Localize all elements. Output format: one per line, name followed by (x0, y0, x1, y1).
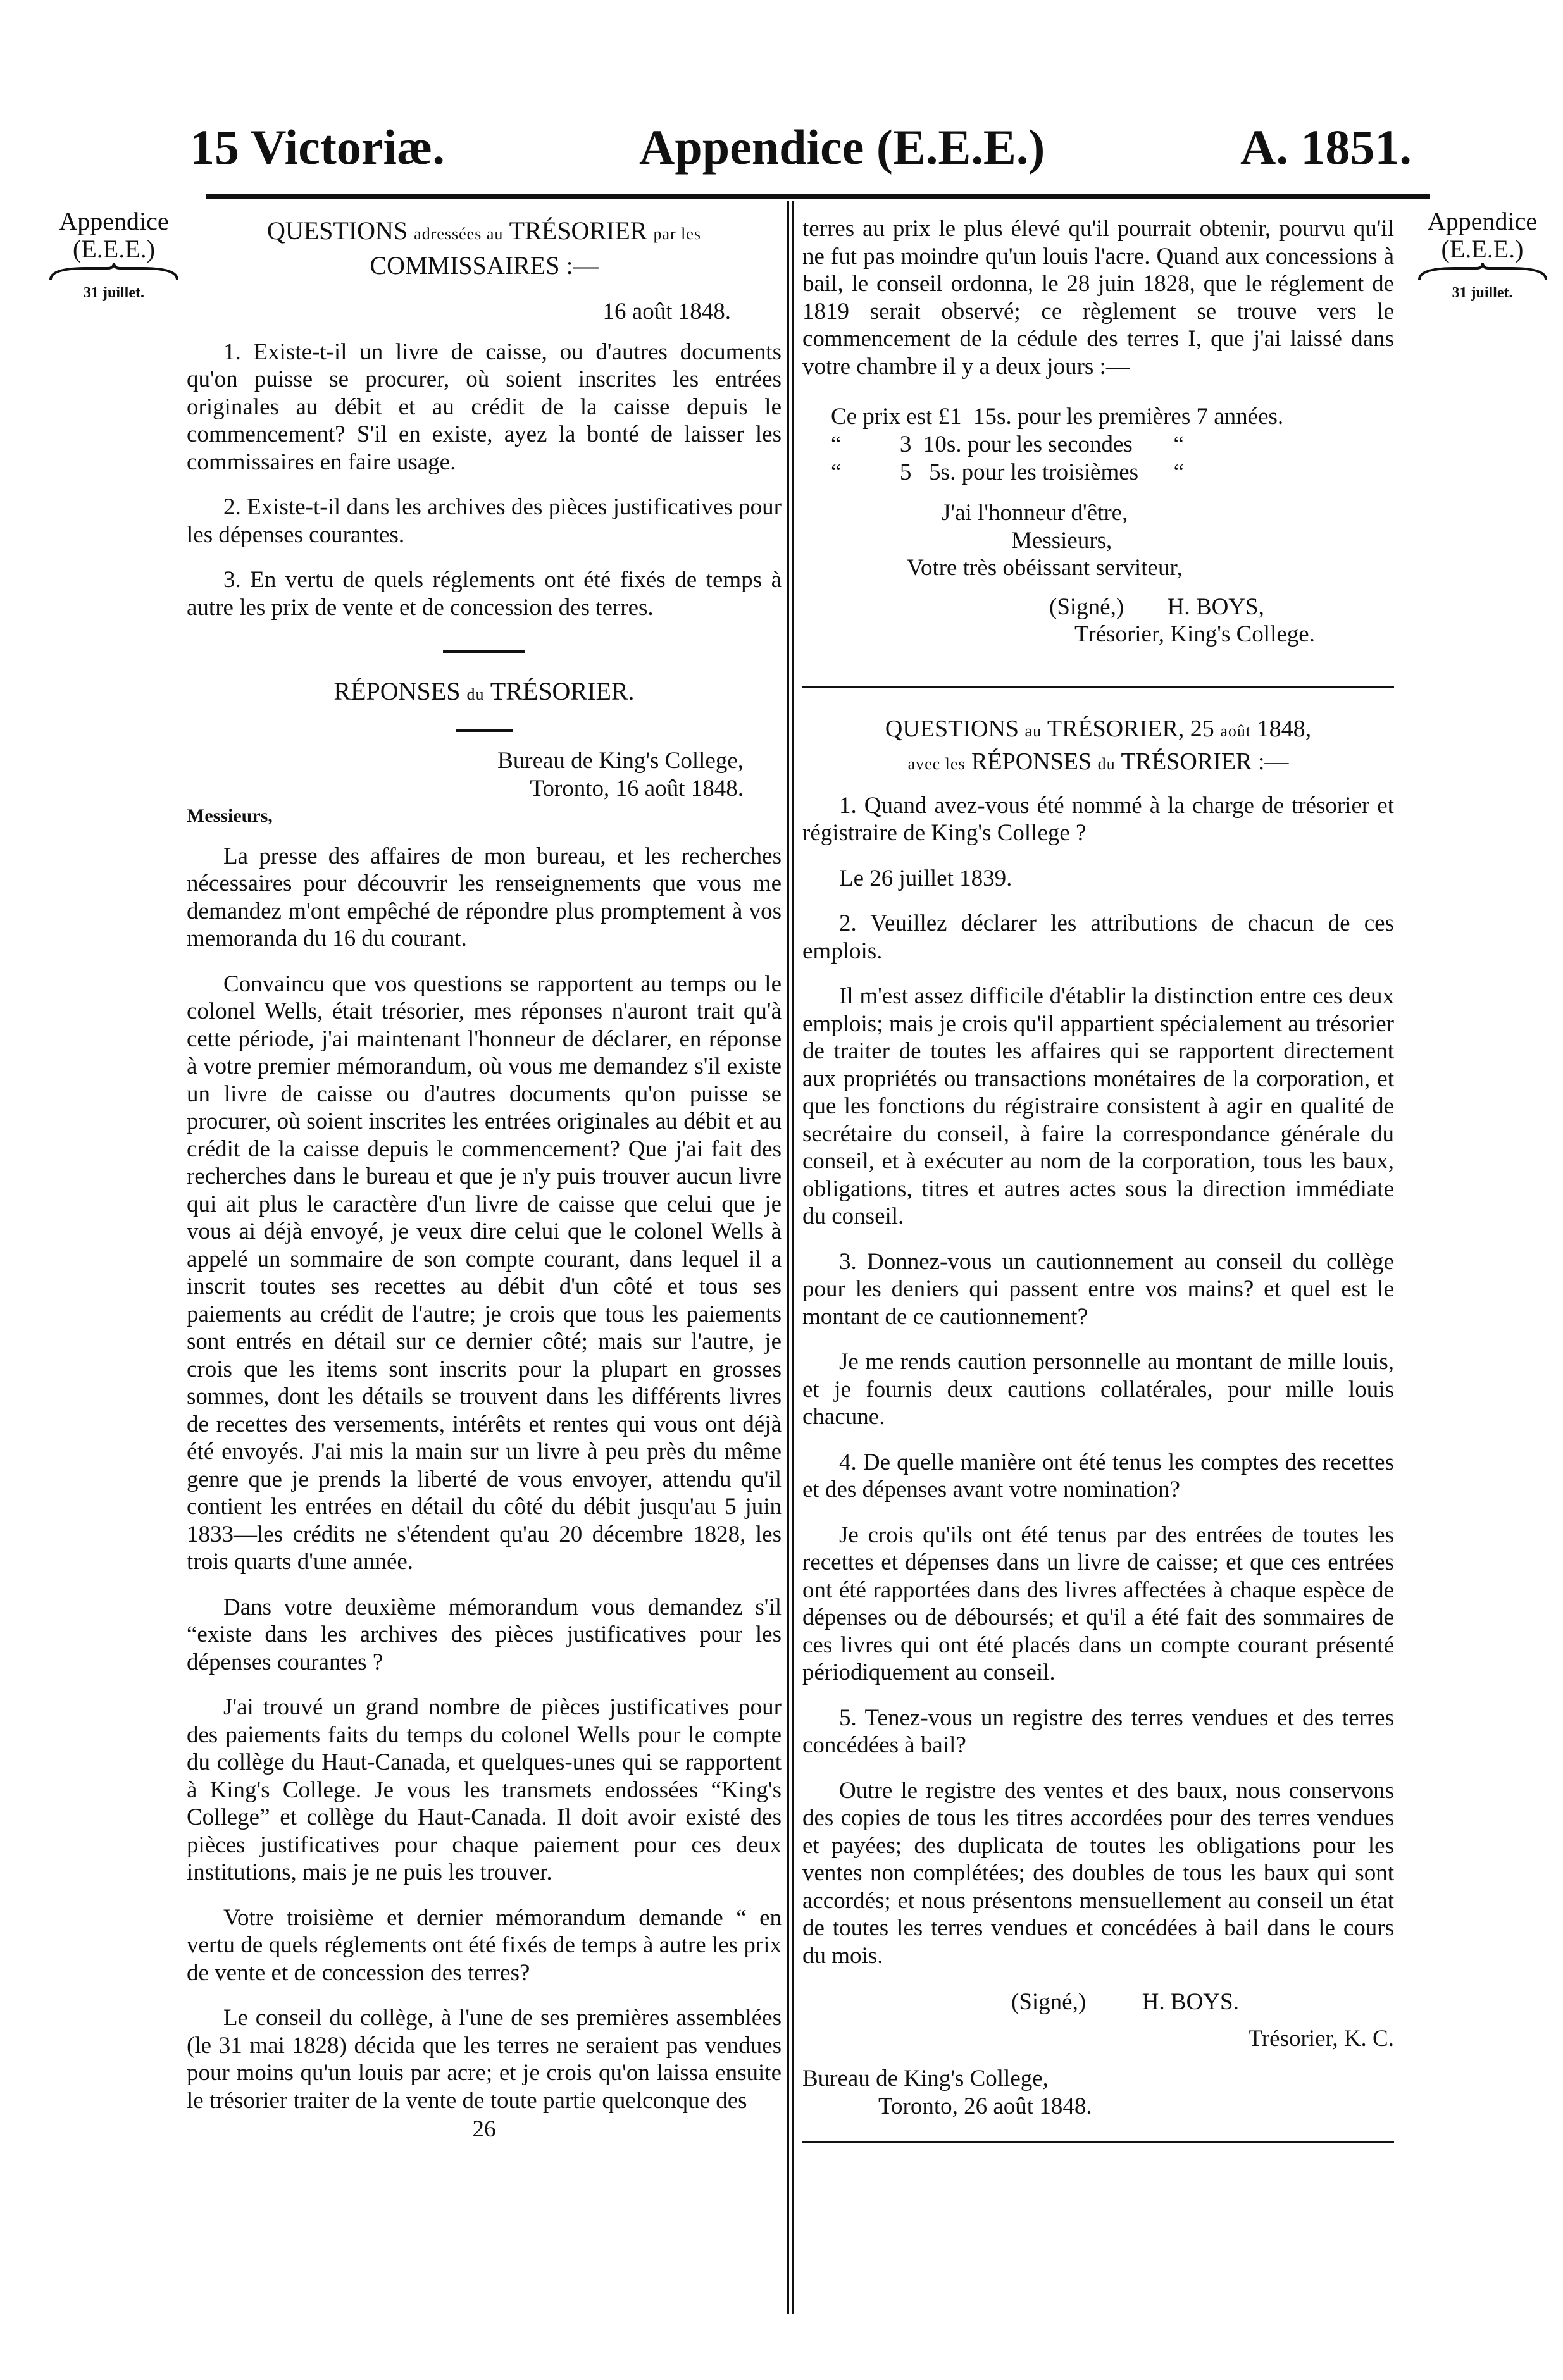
margin-label-code: (E.E.E.) (1441, 235, 1524, 263)
questions-date: 16 août 1848. (602, 299, 731, 325)
top-rule (206, 194, 1430, 199)
signer-title: Trésorier, King's College. (1074, 621, 1315, 647)
brace-icon (1416, 263, 1549, 282)
signed-label-2: (Signé,) (1011, 1989, 1087, 2015)
rq-answer-2: Il m'est assez difficile d'établir la distinction entre ces deux emplois; mais je crois qu'il appartient spécialement au trésorier de traiter de toutes les affaires qui se rapportent directement aux propriétés ou transactions monétaires de la corporation, et que les fonctions du régistraire consistent à agir en qualité de secrétaire du conseil, à faire la correspondance générale du conseil, et à exécuter au nom de la corporation, tous les baux, obligations, titres et autres actes sous la direction immédiate du conseil. (802, 983, 1394, 1229)
rate-line-2: “ 3 10s. pour les secondes “ (831, 431, 1184, 457)
answer-para-1: La presse des affaires de mon bureau, et les recherches nécessaires pour découvrir les renseignements que vous me demandez m'ont empêché de répondre plus promptement à vos memoranda du 16 du courant. (187, 843, 782, 951)
column-divider (787, 201, 789, 2314)
signer-name: H. BOYS, (1167, 593, 1264, 620)
rq-question-2: 2. Veuillez déclarer les attributions de chacun de ces emplois. (802, 910, 1394, 964)
question-2: 2. Existe-t-il dans les archives des pièces justificatives pour les dépenses courantes. (187, 494, 782, 548)
signer-name-2: H. BOYS. (1142, 1989, 1239, 2015)
margin-label-code: (E.E.E.) (73, 235, 155, 263)
answer-para-4: J'ai trouvé un grand nombre de pièces justificatives pour des paiements faits du temps du colonel Wells pour le compte du collège du Haut-Canada, et quelques-unes qui se rapportent à King's College. Je vous les transmets endossées “King's College” et collège du Haut-Canada. Il doit avoir existé des pièces justificatives pour chaque paiement pour ces deux institutions, mais je ne puis les trouver. (187, 1694, 782, 1885)
closing-line-1: J'ai l'honneur d'être, (942, 500, 1128, 526)
rate-line-3: “ 5 5s. pour les troisièmes “ (831, 459, 1184, 485)
rq-answer-1: Le 26 juillet 1839. (839, 865, 1012, 891)
margin-label: Appendice (59, 207, 169, 235)
section-divider (443, 650, 525, 653)
answer-para-6: Le conseil du collège, à l'une de ses premières assemblées (le 31 mai 1828) décida que les terres ne seraient pas vendues pour moins qu'un louis par acre; et je crois qu'on laissa ensuite le trésorier traiter de la vente de toute partie quelconque des (187, 2005, 782, 2114)
signature-line-2 (802, 1988, 1394, 2016)
rq-question-5: 5. Tenez-vous un registre des terres vendues et des terres concédées à bail? (802, 1704, 1394, 1758)
margin-date: 31 juillet. (84, 285, 144, 301)
rq-question-3: 3. Donnez-vous un cautionnement au conseil du collège pour les deniers qui passent entre vos mains? et quel est le montant de ce cautionnement? (802, 1248, 1394, 1330)
answer-para-5: Votre troisième et dernier mémorandum demande “ en vertu de quels réglements ont été fixés de temps à autre les prix de vente et de concession des terres? (187, 1904, 782, 1986)
signer-title-2: Trésorier, K. C. (1248, 2025, 1394, 2052)
header-session: 15 Victoriæ. (190, 120, 445, 175)
answers-title: RÉPONSES du TRÉSORIER. (333, 677, 635, 705)
question-1: 1. Existe-t-il un livre de caisse, ou d'autres documents qu'on puisse se procurer, où soient inscrites les entrées originales au débit et au crédit de la caisse depuis le commencement? S'il en existe, ayez la bonté de laisser les commissaires en faire usage. (187, 338, 782, 475)
answer-para-3: Dans votre deuxième mémorandum vous demandez s'il “existe dans les archives des pièces justificatives pour les dépenses courantes ? (187, 1594, 782, 1675)
questions-answers-title: QUESTIONS au TRÉSORIER, 25 août 1848, avec les RÉPONSES du TRÉSORIER :— (885, 715, 1312, 775)
margin-note-left (44, 208, 184, 302)
section-rule (802, 686, 1394, 688)
office-line-2: Toronto, 16 août 1848. (530, 775, 744, 802)
closing-line-3: Votre très obéissant serviteur, (907, 555, 1183, 581)
questions-title: QUESTIONS adressées au TRÉSORIER par les COMMISSAIRES :— (266, 216, 702, 280)
section-divider-small (456, 729, 513, 732)
bottom-rule (802, 2141, 1394, 2143)
margin-label: Appendice (1427, 207, 1538, 235)
closing-line-2: Messieurs, (1011, 527, 1112, 554)
continued-paragraph: terres au prix le plus élevé qu'il pourrait obtenir, pourvu qu'il ne fut pas moindre qu'un louis l'acre. Quand aux concessions à bail, le conseil ordonna, le 28 juin 1828, que le réglement de 1819 serait observé; ce règlement se trouve vers le commencement de la cédule des terres I, que j'ai laissé dans votre chambre il y a deux jours :— (802, 216, 1394, 380)
header-year: A. 1851. (1240, 120, 1412, 175)
question-3: 3. En vertu de quels réglements ont été fixés de temps à autre les prix de vente et de concession des terres. (187, 567, 782, 621)
rq-answer-4: Je crois qu'ils ont été tenus par des entrées de toutes les recettes et dépenses dans un livre de caisse; et que ces entrées ont été rapportées dans des livres affectées à chaque espèce de dépenses ou de déboursés; et qu'il a été fait des sommaires de ces livres qui ont été placés dans un compte courant présenté périodiquement au conseil. (802, 1522, 1394, 1685)
brace-icon (47, 263, 180, 282)
left-column (187, 215, 782, 2143)
salutation: Messieurs, (187, 805, 273, 826)
right-column (802, 215, 1394, 2143)
office2-line-2: Toronto, 26 août 1848. (878, 2093, 1092, 2119)
margin-date: 31 juillet. (1452, 285, 1513, 301)
answer-para-2: Convaincu que vos questions se rapportent au temps ou le colonel Wells, était trésorier, mes réponses n'auront trait qu'à cette période, j'ai maintenant l'honneur de déclarer, en réponse à votre premier mémorandum, où vous me demandez s'il existe un livre de caisse ou d'autres documents qu'on puisse se procurer, où soient inscrites les entrées originales au débit et au crédit de la caisse depuis le commencement? Que j'ai fait des recherches dans le bureau et que je n'y puis trouver aucun livre qui ait plus le caractère d'un livre de caisse que celui que je vous ai déjà envoyé, je veux dire celui que le colonel Wells à appelé un sommaire de son compte courant, dans lequel il a inscrit toutes ses recettes au débit d'un côté et tous ses paiements au crédit de l'autre; je crois que tous les paiements sont entrés en détail sur ce dernier côté; mais sur l'autre, je crois que les items sont inscrits pour la plupart en grosses sommes, dont les détails se trouvent dans les différents livres de recettes des versements, intérêts et rentes qui vous ont déjà été envoyés. J'ai mis la main sur un livre à peu près du même genre que je prends la liberté de vous envoyer, attendu qu'il contient les entrées en détail du côté du débit jusqu'au 5 juin 1833—les crédits ne s'étendent qu'au 20 décembre 1828, les trois quarts d'une année. (187, 970, 782, 1575)
header-appendix: Appendice (E.E.E.) (639, 120, 1045, 175)
rq-question-4: 4. De quelle manière ont été tenus les comptes des recettes et des dépenses avant votre nomination? (802, 1449, 1394, 1503)
signed-label: (Signé,) (1049, 593, 1124, 620)
office-line-1: Bureau de King's College, (497, 748, 744, 774)
rq-answer-3: Je me rends caution personnelle au montant de mille louis, et je fournis deux cautions collatérales, pour mille louis chacune. (802, 1349, 1394, 1430)
column-divider-2 (792, 201, 794, 2314)
office2-line-1: Bureau de King's College, (802, 2066, 1049, 2092)
rq-question-1: 1. Quand avez-vous été nommé à la charge de trésorier et régistraire de King's College ? (802, 792, 1394, 846)
margin-note-right (1408, 208, 1557, 302)
rate-line-1: Ce prix est £1 15s. pour les premières 7 années. (831, 404, 1284, 430)
rq-answer-5: Outre le registre des ventes et des baux, nous conservons des copies de tous les titres accordées pour des terres vendues et payées; des duplicata de toutes les obligations pour les ventes non complétées; des doubles de tous les baux qui sont accordés; et nous présentons mensuellement au conseil un état de toutes les terres vendues et concédées à bail dans le cours du mois. (802, 1777, 1394, 1969)
signature-line (802, 593, 1394, 621)
page-number: 26 (472, 2116, 496, 2142)
